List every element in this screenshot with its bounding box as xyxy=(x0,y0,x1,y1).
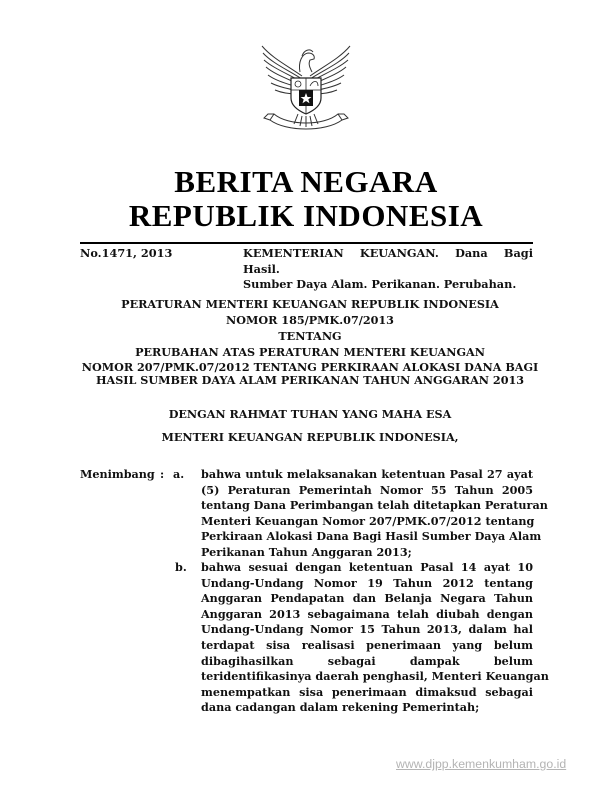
regulation-heading xyxy=(60,296,560,360)
item-a-line: Perkiraan Alokasi Dana Bagi Hasil Sumber Daya Alam xyxy=(201,529,542,544)
item-b-line: Undang-Undang Nomor 19 Tahun 2012 tentang xyxy=(201,575,533,590)
preamble-line2: MENTERI KEUANGAN REPUBLIK INDONESIA, xyxy=(161,430,459,444)
item-a-marker: a. xyxy=(173,467,185,481)
item-b-line: dibagihasilkan sebagai dampak belum xyxy=(201,653,533,668)
gazette-category xyxy=(243,246,533,293)
regulation-subject-line1: PERUBAHAN ATAS PERATURAN MENTERI KEUANGAN xyxy=(135,345,485,359)
item-b-line: bahwa sesuai dengan ketentuan Pasal 14 ayat 10 xyxy=(201,560,533,574)
regulation-number: NOMOR 185/PMK.07/2013 xyxy=(226,313,394,327)
item-a-line: bahwa untuk melaksanakan ketentuan Pasal 27 ayat xyxy=(201,467,533,481)
masthead-title-line2: REPUBLIK INDONESIA xyxy=(128,198,484,233)
item-a-line: Menteri Keuangan Nomor 207/PMK.07/2012 tentang xyxy=(201,513,535,528)
item-b-line: teridentifikasinya daerah penghasil, Menteri Keuangan xyxy=(201,669,549,684)
considering-item-a xyxy=(201,467,548,561)
regulation-tentang: TENTANG xyxy=(278,329,342,343)
item-b-line: menempatkan sisa penerimaan dimaksud sebagai xyxy=(201,684,533,699)
gazette-number: No.1471, 2013 xyxy=(80,246,173,260)
footer-website-link[interactable]: www.djpp.kemenkumham.go.id xyxy=(396,757,567,771)
preamble-line1: DENGAN RAHMAT TUHAN YANG MAHA ESA xyxy=(168,407,452,421)
item-a-line: Perikanan Tahun Anggaran 2013; xyxy=(201,544,412,559)
regulation-line1: PERATURAN MENTERI KEUANGAN REPUBLIK INDONESIA xyxy=(121,297,499,311)
item-b-line: Anggaran Pendapatan dan Belanja Negara Tahun xyxy=(201,591,533,606)
item-b-line: terdapat sisa realisasi penerimaan yang belum xyxy=(201,637,533,652)
item-b-line: Undang-Undang Nomor 15 Tahun 2013, dalam hal xyxy=(201,622,533,637)
item-a-line: tentang Dana Perimbangan telah ditetapkan Peraturan xyxy=(201,498,548,513)
regulation-subject-line3: HASIL SUMBER DAYA ALAM PERIKANAN TAHUN ANGGARAN 2013 xyxy=(95,373,525,387)
considering-item-b xyxy=(201,560,549,716)
garuda-pancasila-emblem-icon xyxy=(258,36,354,134)
category-line2: Sumber Daya Alam. Perikanan. Perubahan. xyxy=(243,277,517,291)
masthead-title-line1: BERITA NEGARA xyxy=(174,164,438,199)
category-line1: KEMENTERIAN KEUANGAN. Dana Bagi Hasil. xyxy=(243,246,533,276)
considering-colon: : xyxy=(160,467,165,481)
considering-label: Menimbang xyxy=(80,467,155,481)
item-a-line: (5) Peraturan Pemerintah Nomor 55 Tahun 2005 xyxy=(201,482,533,497)
item-b-line: dana cadangan dalam rekening Pemerintah; xyxy=(201,700,480,715)
header-divider xyxy=(80,242,533,244)
regulation-subject xyxy=(60,361,560,387)
item-b-marker: b. xyxy=(175,560,187,574)
item-b-line: Anggaran 2013 sebagaimana telah diubah dengan xyxy=(201,606,533,621)
regulation-subject-line2: NOMOR 207/PMK.07/2012 TENTANG PERKIRAAN ALOKASI DANA BAGI xyxy=(81,360,539,374)
preamble xyxy=(60,403,560,449)
